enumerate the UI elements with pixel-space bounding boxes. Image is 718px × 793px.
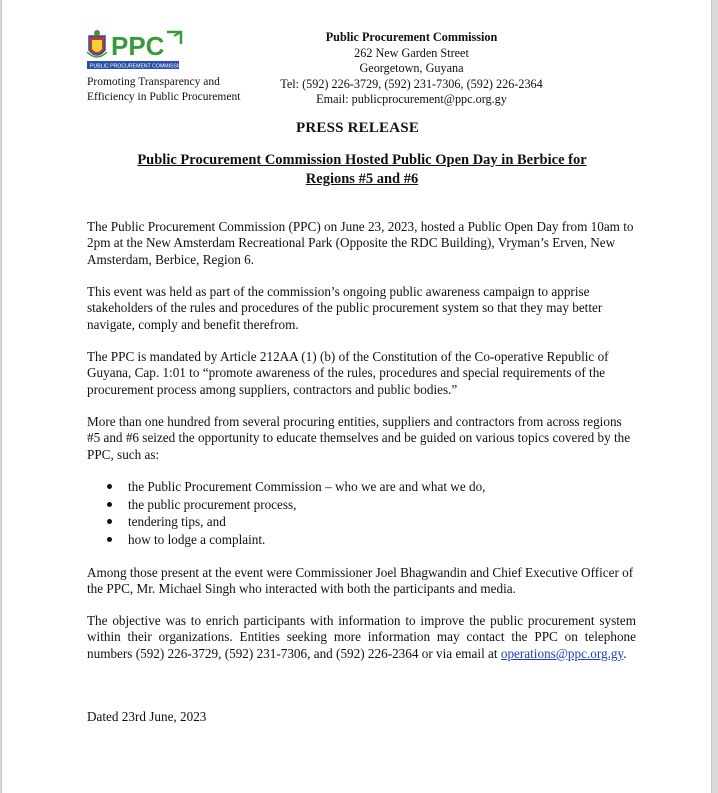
bullet-icon: [107, 502, 112, 507]
paragraph-objective-end: .: [623, 645, 627, 661]
tagline-line-1: Promoting Transparency and: [87, 76, 220, 88]
list-item: [107, 513, 485, 531]
paragraph-objective-text: The objective was to enrich participants with information to improve the public procurement system within their organizations. Entities seeking more information may contact the PPC on telephone numbers (592) 226-3729, (592) 231-7306, and (592) 226-2364 or via email at: [87, 613, 636, 661]
bullet-icon: [107, 484, 112, 489]
paragraph-event-details: The Public Procurement Commission (PPC) on June 23, 2023, hosted a Public Open Day from 10am to 2pm at the New Amsterdam Recreational Park (Opposite the RDC Building), Vryman’s Erven, New Amsterdam, Berbice, Region 6.: [87, 219, 634, 267]
headline: [82, 151, 642, 189]
logo-block: [85, 28, 255, 72]
ppc-logo: [85, 28, 195, 72]
list-item: [107, 531, 485, 549]
address-line-1: 262 New Garden Street: [354, 45, 469, 60]
organization-info: [264, 30, 559, 108]
list-item-text: tendering tips, and: [128, 514, 226, 529]
svg-text:PUBLIC PROCUREMENT COMMISSION: PUBLIC PROCUREMENT COMMISSION: [90, 63, 187, 70]
paragraph-objective: [87, 613, 636, 662]
bullet-icon: [107, 519, 112, 524]
paragraph-event-purpose: This event was held as part of the commission’s ongoing public awareness campaign to apprise stakeholders of the rules and procedures of the public procurement system so that they may better navigate, comply and benefit therefrom.: [87, 284, 603, 332]
headline-line-2: Regions #5 and #6: [305, 171, 419, 187]
headline-line-1: Public Procurement Commission Hosted Public Open Day in Berbice for: [137, 152, 587, 168]
bullet-icon: [107, 537, 112, 542]
press-release-label: PRESS RELEASE: [295, 120, 420, 136]
topics-list: [107, 478, 485, 548]
list-item: [107, 478, 485, 496]
dated-line: Dated 23rd June, 2023: [87, 709, 207, 724]
paragraph-attendance: More than one hundred from several procuring entities, suppliers and contractors from across regions #5 and #6 seized the opportunity to educate themselves and be guided on various topics covered by the PPC, such as:: [87, 414, 631, 462]
address-line-2: Georgetown, Guyana: [359, 61, 464, 75]
list-item: [107, 496, 485, 514]
tagline: [87, 75, 257, 105]
list-item-text: the Public Procurement Commission – who we are and what we do,: [128, 479, 486, 494]
svg-text:PPC: PPC: [111, 31, 165, 61]
document-page: [1, 0, 712, 793]
operations-email-link[interactable]: operations@ppc.org.gy: [500, 645, 624, 661]
tagline-line-2: Efficiency in Public Procurement: [87, 91, 241, 103]
email-address: Email: publicprocurement@ppc.org.gy: [316, 92, 507, 106]
list-item-text: how to lodge a complaint.: [128, 531, 266, 547]
paragraph-attendees: Among those present at the event were Commissioner Joel Bhagwandin and Chief Executive Officer of the PPC, Mr. Michael Singh who interacted with both the participants and media.: [87, 565, 634, 597]
paragraph-mandate: The PPC is mandated by Article 212AA (1) (b) of the Constitution of the Co-operative Republic of Guyana, Cap. 1:01 to “promote awareness of the rules, procedures and special requirements of the procurement process among suppliers, contractors and public bodies.”: [87, 349, 609, 397]
list-item-text: the public procurement process,: [128, 496, 297, 512]
telephone-numbers: Tel: (592) 226-3729, (592) 231-7306, (592) 226-2364: [280, 76, 543, 91]
organization-name: Public Procurement Commission: [325, 30, 498, 44]
